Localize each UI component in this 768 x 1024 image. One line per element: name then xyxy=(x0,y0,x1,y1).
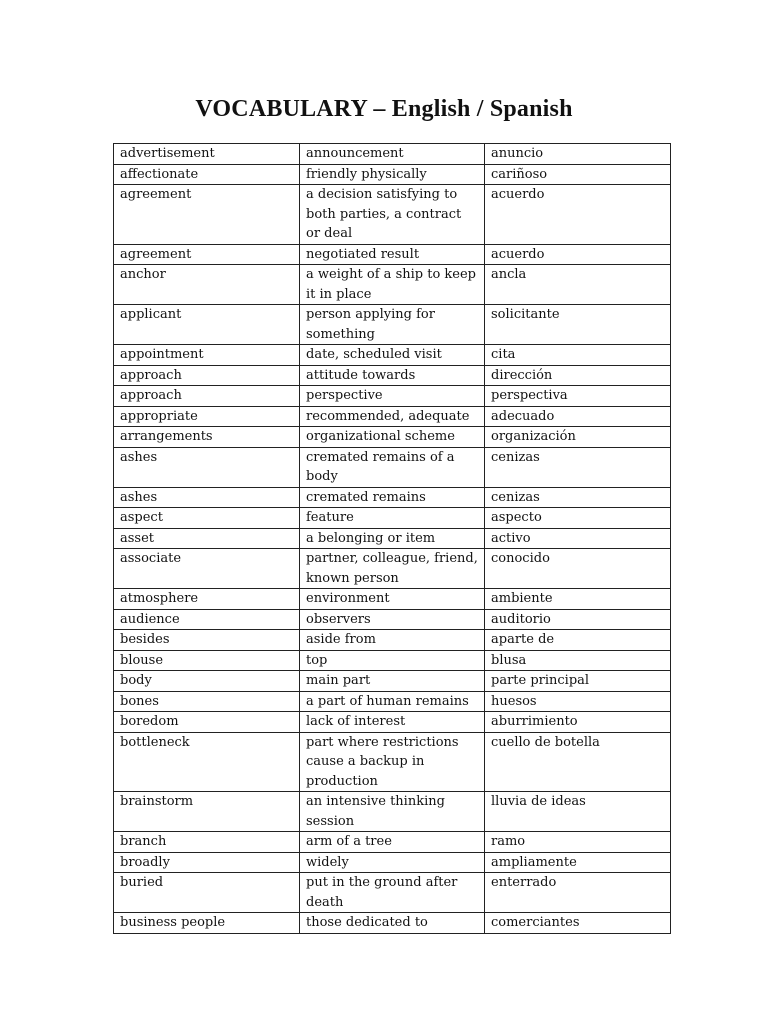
english-term-cell: ashes xyxy=(114,447,300,487)
spanish-term-cell: ramo xyxy=(485,832,671,853)
definition-cell: friendly physically xyxy=(300,164,485,185)
spanish-term-cell: anuncio xyxy=(485,144,671,165)
vocabulary-table xyxy=(113,143,671,934)
spanish-term-cell: acuerdo xyxy=(485,244,671,265)
spanish-term-cell: solicitante xyxy=(485,305,671,345)
definition-cell: main part xyxy=(300,671,485,692)
definition-cell: environment xyxy=(300,589,485,610)
spanish-term-cell: acuerdo xyxy=(485,185,671,245)
english-term-cell: brainstorm xyxy=(114,792,300,832)
definition-cell: organizational scheme xyxy=(300,427,485,448)
definition-cell: announcement xyxy=(300,144,485,165)
table-row xyxy=(114,549,671,589)
english-term-cell: arrangements xyxy=(114,427,300,448)
spanish-term-cell: lluvia de ideas xyxy=(485,792,671,832)
table-row xyxy=(114,671,671,692)
spanish-term-cell: activo xyxy=(485,528,671,549)
definition-cell: negotiated result xyxy=(300,244,485,265)
table-row xyxy=(114,365,671,386)
definition-cell: aside from xyxy=(300,630,485,651)
table-row xyxy=(114,609,671,630)
english-term-cell: approach xyxy=(114,365,300,386)
definition-cell: feature xyxy=(300,508,485,529)
table-row xyxy=(114,447,671,487)
definition-cell: top xyxy=(300,650,485,671)
table-row xyxy=(114,732,671,792)
english-term-cell: associate xyxy=(114,549,300,589)
definition-cell: date, scheduled visit xyxy=(300,345,485,366)
table-row xyxy=(114,345,671,366)
table-row xyxy=(114,265,671,305)
spanish-term-cell: ampliamente xyxy=(485,852,671,873)
table-row xyxy=(114,712,671,733)
english-term-cell: affectionate xyxy=(114,164,300,185)
english-term-cell: agreement xyxy=(114,185,300,245)
definition-cell: partner, colleague, friend, known person xyxy=(300,549,485,589)
spanish-term-cell: comerciantes xyxy=(485,913,671,934)
english-term-cell: body xyxy=(114,671,300,692)
definition-cell: observers xyxy=(300,609,485,630)
spanish-term-cell: cita xyxy=(485,345,671,366)
definition-cell: widely xyxy=(300,852,485,873)
definition-cell: person applying for something xyxy=(300,305,485,345)
english-term-cell: appropriate xyxy=(114,406,300,427)
table-row xyxy=(114,691,671,712)
english-term-cell: agreement xyxy=(114,244,300,265)
english-term-cell: anchor xyxy=(114,265,300,305)
table-row xyxy=(114,913,671,934)
definition-cell: cremated remains xyxy=(300,487,485,508)
table-row xyxy=(114,832,671,853)
spanish-term-cell: ambiente xyxy=(485,589,671,610)
table-row xyxy=(114,144,671,165)
table-row xyxy=(114,589,671,610)
definition-cell: arm of a tree xyxy=(300,832,485,853)
table-row xyxy=(114,185,671,245)
definition-cell: a belonging or item xyxy=(300,528,485,549)
table-row xyxy=(114,852,671,873)
english-term-cell: atmosphere xyxy=(114,589,300,610)
english-term-cell: broadly xyxy=(114,852,300,873)
spanish-term-cell: perspectiva xyxy=(485,386,671,407)
definition-cell: cremated remains of a body xyxy=(300,447,485,487)
vocabulary-table-body xyxy=(114,144,671,934)
english-term-cell: aspect xyxy=(114,508,300,529)
english-term-cell: approach xyxy=(114,386,300,407)
definition-cell: recommended, adequate xyxy=(300,406,485,427)
table-row xyxy=(114,244,671,265)
english-term-cell: branch xyxy=(114,832,300,853)
table-row xyxy=(114,386,671,407)
definition-cell: a decision satisfying to both parties, a contract or deal xyxy=(300,185,485,245)
english-term-cell: buried xyxy=(114,873,300,913)
definition-cell: part where restrictions cause a backup in production xyxy=(300,732,485,792)
spanish-term-cell: conocido xyxy=(485,549,671,589)
spanish-term-cell: blusa xyxy=(485,650,671,671)
spanish-term-cell: cenizas xyxy=(485,447,671,487)
spanish-term-cell: cuello de botella xyxy=(485,732,671,792)
english-term-cell: boredom xyxy=(114,712,300,733)
table-row xyxy=(114,487,671,508)
spanish-term-cell: aparte de xyxy=(485,630,671,651)
english-term-cell: besides xyxy=(114,630,300,651)
table-row xyxy=(114,873,671,913)
table-row xyxy=(114,650,671,671)
english-term-cell: applicant xyxy=(114,305,300,345)
spanish-term-cell: huesos xyxy=(485,691,671,712)
definition-cell: an intensive thinking session xyxy=(300,792,485,832)
spanish-term-cell: enterrado xyxy=(485,873,671,913)
table-row xyxy=(114,305,671,345)
spanish-term-cell: cariñoso xyxy=(485,164,671,185)
english-term-cell: advertisement xyxy=(114,144,300,165)
definition-cell: put in the ground after death xyxy=(300,873,485,913)
spanish-term-cell: aspecto xyxy=(485,508,671,529)
definition-cell: lack of interest xyxy=(300,712,485,733)
table-row xyxy=(114,427,671,448)
english-term-cell: appointment xyxy=(114,345,300,366)
english-term-cell: bones xyxy=(114,691,300,712)
table-row xyxy=(114,792,671,832)
spanish-term-cell: dirección xyxy=(485,365,671,386)
spanish-term-cell: adecuado xyxy=(485,406,671,427)
spanish-term-cell: cenizas xyxy=(485,487,671,508)
page-title: VOCABULARY – English / Spanish xyxy=(195,96,573,122)
english-term-cell: ashes xyxy=(114,487,300,508)
table-row xyxy=(114,164,671,185)
spanish-term-cell: organización xyxy=(485,427,671,448)
definition-cell: those dedicated to xyxy=(300,913,485,934)
spanish-term-cell: ancla xyxy=(485,265,671,305)
english-term-cell: business people xyxy=(114,913,300,934)
definition-cell: a weight of a ship to keep it in place xyxy=(300,265,485,305)
table-row xyxy=(114,406,671,427)
english-term-cell: asset xyxy=(114,528,300,549)
spanish-term-cell: parte principal xyxy=(485,671,671,692)
english-term-cell: audience xyxy=(114,609,300,630)
definition-cell: a part of human remains xyxy=(300,691,485,712)
english-term-cell: bottleneck xyxy=(114,732,300,792)
spanish-term-cell: aburrimiento xyxy=(485,712,671,733)
table-row xyxy=(114,528,671,549)
definition-cell: attitude towards xyxy=(300,365,485,386)
definition-cell: perspective xyxy=(300,386,485,407)
table-row xyxy=(114,630,671,651)
spanish-term-cell: auditorio xyxy=(485,609,671,630)
table-row xyxy=(114,508,671,529)
english-term-cell: blouse xyxy=(114,650,300,671)
